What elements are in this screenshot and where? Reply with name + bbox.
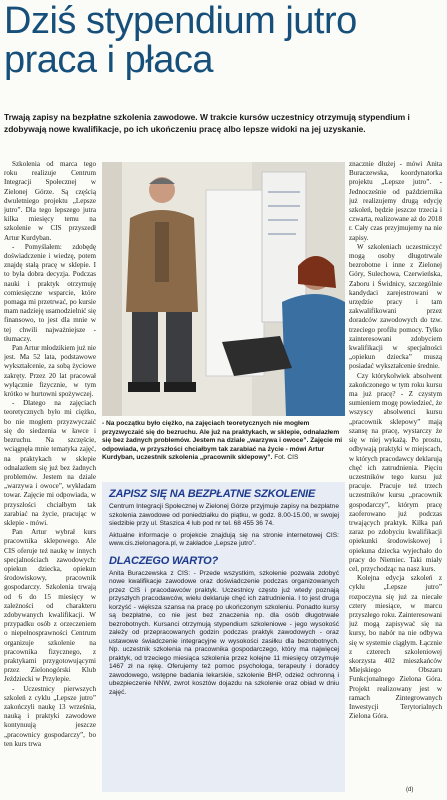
info-box-text: Centrum Integracji Społecznej w Zielonej Górze przyjmuje zapisy na bezpłatne szkolenia zawodowe od poniedziałku do piątku, w godz. 8.00-15.00, w swojej siedzibie przy ul. Staszica 4 lub pod nr tel. 68 455 36 74.	[109, 503, 339, 527]
headline: Dziś stypendium jutro praca i płaca	[4, 0, 357, 81]
info-box-heading: ZAPISZ SIĘ NA BEZPŁATNE SZKOLENIE	[109, 488, 316, 500]
info-box-text: Aktualne informacje o projekcie znajdują się na stronie internetowej CIS: www.cis.zielonagora.pl, w zakładce „Lepsze jutro”.	[109, 531, 339, 547]
paragraph: - Uczestnicy pierwszych szkoleń z cyklu „Lepsze jutro” zakończyli naukę 13 września, nauką i praktyki zawodowe kontynuują jeszcze „pracownicy gospodarczy”, bo ten kurs trwa	[4, 684, 96, 748]
paragraph: - Pomyślałem: zdobędę doświadczenie i wiedzę, potem znajdę stałą pracę w sklepie. I to była dobra decyzja. Podczas nauki i praktyk otrzymuję comiesięczne wsparcie, które pomaga mi przetrwać, po kursie mam nadzieję usamodzielnić się finansowo, to jest dla mnie w tej chwili najważniejsze - tłumaczy.	[4, 242, 96, 343]
paragraph: Czy którykolwiek absolwent zakończonego w tym roku kursu ma już pracę? - Z czystym sumieniem mogę powiedzieć, że wszyscy absolwenci kursu „pracownik sklepowy” mają szansę na pracę, wystarczy że się w niej wykażą. Po prostu, odbywają praktyki w miejscach, w których pracodawcy deklarują chęć ich zatrudnienia. Pięciu uczestników tego kursu już pracuje. Pracuje też trzech uczestników kursu „pracownik gospodarczy”, którym pracę zaoferowano już podczas trwających praktyk. Kilka pań zaraz po zdobyciu kwalifikacji opiekunki środowiskowej i opiekuna dziecka wyjechało do pracy do Niemiec. Taki miały cel, przychodząc na nasz kurs.	[349, 371, 442, 573]
article-column-right	[349, 160, 442, 796]
photo-credit: Fot. CIS	[274, 454, 299, 462]
article-column-left	[4, 160, 96, 796]
info-box-text: Anita Buraczewska z CIS: - Przede wszystkim, szkolenie pozwala zdobyć nowe kwalifikacje zawodowe oraz doświadczenie podczas organizowanych przez CIS i pracodawców praktyk. Uczestnicy często już wtedy poznają przyszłych pracodawców, wielu deklaruje chęć ich zatrudnienia. I to jest druga korzyść - większa szansa na pracę po ukończonym szkoleniu. Ponadto kursy są bezpłatne, co nie jest bez znaczenia np. dla osób długotrwale bezrobotnych. Kursanci otrzymują stypendium szkoleniowe - jego wysokość zależy od przepracowanych godzin podczas praktyk zawodowych - oraz ustawowe świadczenie integracyjne w wysokości zasiłku dla bezrobotnych. Np. uczestnik szkolenia na pracownika gospodarczego, który ma najwięcej praktyk, od trzeciego miesiąca szkolenia przez kolejne 11 miesięcy otrzymuje 1467 zł na rękę. Oferujemy też pomoc psychologa, terapeuty i doradcy zawodowego, wstępne badania lekarskie, szkolenie BHP, odzież ochronną i ubezpieczenie NNW, zwrot kosztów dojazdu na szkolenie oraz obiad w dniu zajęć.	[109, 569, 339, 696]
info-box-heading: DLACZEGO WARTO?	[109, 554, 219, 567]
paragraph: Szkolenia od marca tego roku realizuje Centrum Integracji Społecznej w Zielonej Górze. Są częścią dwuletniego projektu „Lepsze jutro”. Dla tego lepszego jutra kilka miesięcy temu na szkolenie w CIS przyszedł Artur Kurdyban.	[4, 160, 96, 242]
paragraph: Kolejna edycja szkoleń z cyklu „Lepsze jutro” rozpoczyna się już za niecałe cztery miesiące, w marcu przyszłego roku. Zainteresowani już mogą zapisywać się na kursy, bo nabór na nie odbywa się w systemie ciągłym. Łącznie z czterech szkoleniowej skorzysta 402 mieszkańców Miejskiego Obszaru Funkcjonalnego Zielona Góra. Projekt realizowany jest w ramach Zintegrowanych Inwestycji Terytorialnych Zielona Góra.	[349, 574, 442, 721]
photo	[102, 162, 345, 416]
paragraph: Pan Artur wybrał kurs pracownika sklepowego. Ale CIS oferuje też naukę w innych specjalnościach zawodowych: opiekun dziecka, opiekun środowiskowy, pracownik gospodarczy. Szkolenia trwają od 6 do 15 miesięcy w zależności od charakteru zdobywanych kwalifikacji. W przypadku osób z orzeczeniem o niepełnosprawności Centrum organizuje szkolenie na pracownika fizycznego, z praktykami przygotowującymi przez Zielonogórski Klub Jeździecki w Przylepie.	[4, 528, 96, 684]
paragraph: - Dlatego na zajęciach teoretycznych było mi ciężko, bo nie mogłem przyzwyczaić się do siedzenia w ławce i bezruchu. Na szczęście, wciągnęła mnie tematyka zajęć, na praktykach w sklepie odnalazłem się już bez żadnych problemów. Jestem na dziale „warzywa i owoce”, wykładam towar. Zajęcie mi odpowiada, w przyszłości chciałbym tak zarabiać na życie, pracując w sklepie - mówi.	[4, 399, 96, 527]
photo-caption	[102, 420, 345, 463]
paragraph: znacznie dłużej - mówi Anita Buraczewska, koordynatorka projektu „Lepsze jutro”. - Jednocześnie od października już realizujemy drugą edycję szkoleń, będzie jeszcze trzecia i czwarta, realizowane aż do 2018 r. Cały czas przyjmujemy na nie zapisy.	[349, 160, 442, 242]
photo-illustration	[102, 162, 345, 416]
paragraph: Pan Artur młodzikiem już nie jest. Ma 52 lata, podstawowe wykształcenie, za sobą życiowe zakręty. Przez 20 lat pracował wyłącznie fizycznie, w tym krótko w hurtowni spożywczej.	[4, 344, 96, 399]
end-mark: (d)	[406, 787, 414, 793]
caption-text: - Na początku było ciężko, na zajęciach teoretycznych nie mogłem przyzwyczaić się do bezruchu. Ale już na praktykach, w sklepie, odnalazłem się bez żadnych problemów. Jestem na dziale „warzywa i owoce”. Zajęcie mi odpowiada, w przyszłości chciałbym tak zarabiać na życie - mówi Artur Kurdyban, uczestnik szkolenia „pracownik sklepowy”.	[102, 420, 343, 462]
lead-paragraph: Trwają zapisy na bezpłatne szkolenia zawodowe. W trakcie kursów uczestnicy otrzymują stypendium i zdobywają nowe kwalifikacje, po ich ukończeniu pracę albo lepsze widoki na jej uzyskanie.	[4, 112, 410, 134]
info-box	[102, 482, 345, 792]
paragraph: W szkoleniach uczestniczyć mogą osoby długotrwale bezrobotne i inne z Zielonej Góry, Sulechowa, Czerwieńska, Zaboru i Świdnicy, szczególnie kandydaci zarejestrowani w urzędzie pracy i tam zakwalifikowani przez doradców zawodowych do tzw. trzeciego profilu pomocy. Tylko zainteresowani zdobyciem kwalifikacji w specjalności „opiekun dziecka” muszą posiadać wykształcenie średnie.	[349, 242, 442, 371]
